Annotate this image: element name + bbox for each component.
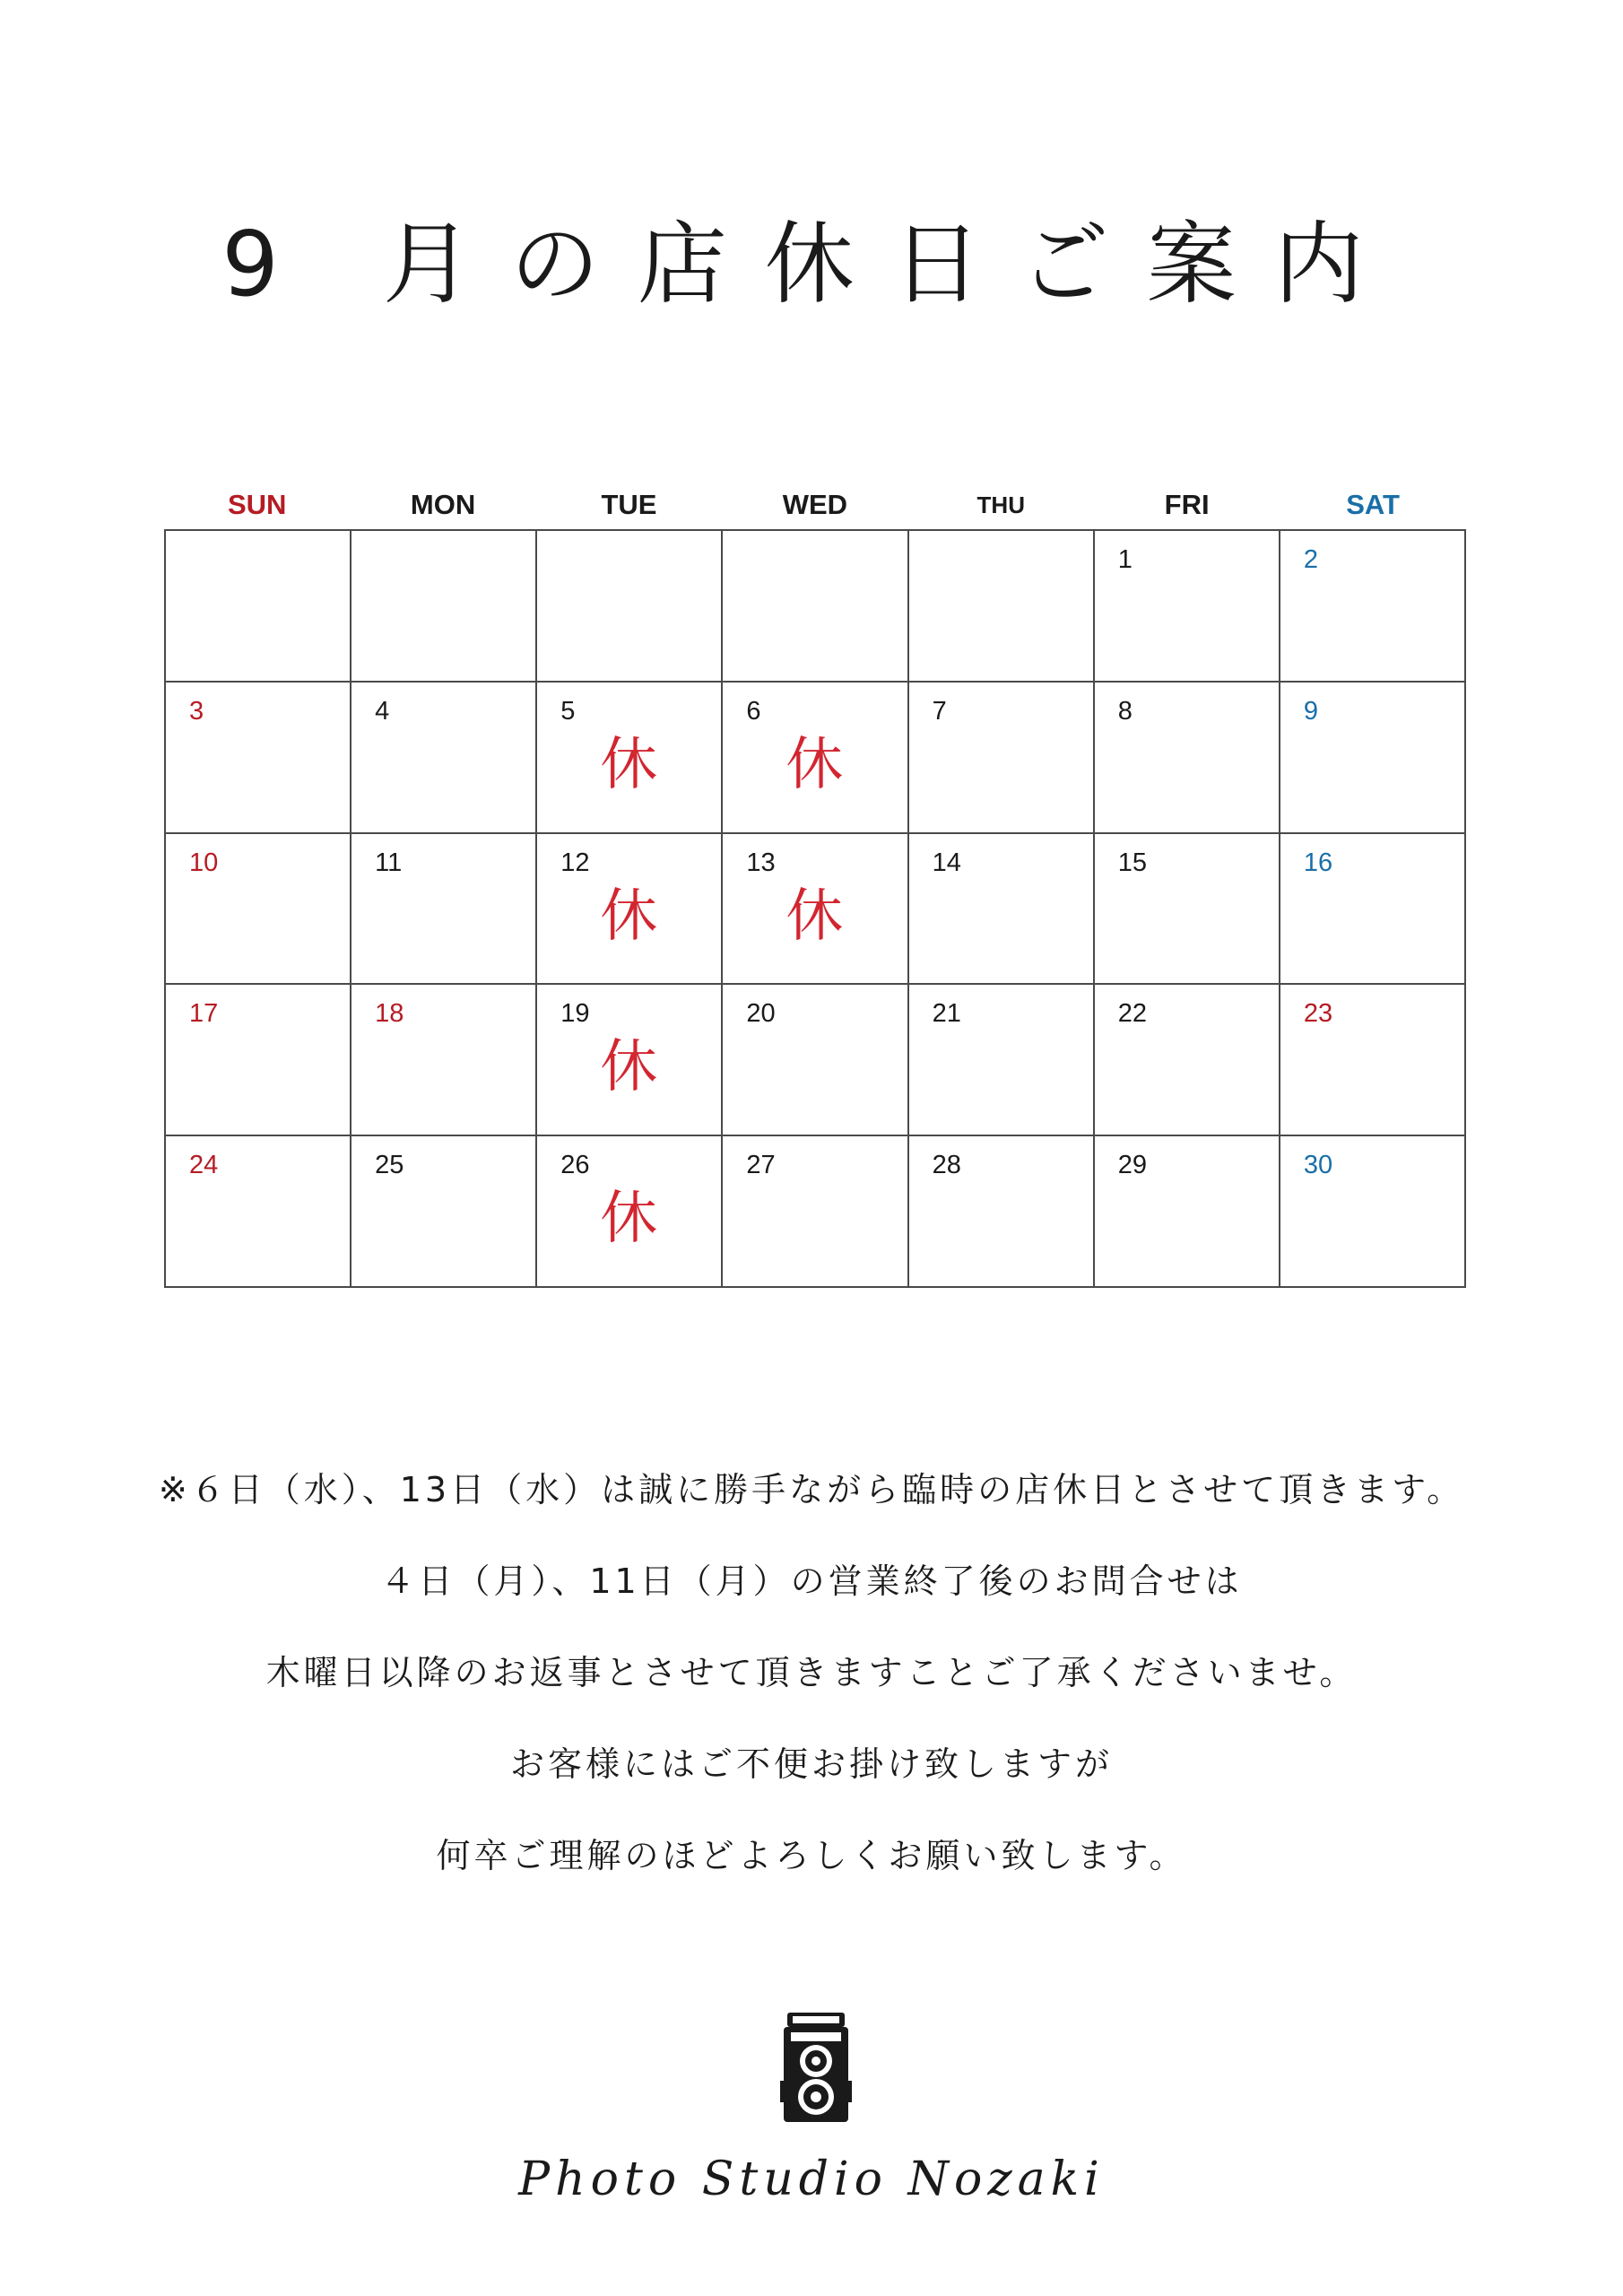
- day-number: 5: [560, 696, 576, 726]
- weekday-label: MON: [410, 489, 476, 520]
- notice-line: ※６日（水）、13日（水）は誠に勝手ながら臨時の店休日とさせて頂きます。: [158, 1470, 1465, 1509]
- calendar-cell: [1095, 985, 1280, 1136]
- calendar-cell: [537, 683, 723, 834]
- day-number: 25: [375, 1151, 404, 1180]
- day-number: 23: [1303, 999, 1333, 1029]
- calendar-cell: [723, 985, 908, 1136]
- weekday-label: THU: [976, 491, 1025, 518]
- calendar-cell: [352, 1136, 537, 1288]
- calendar-cell: [1095, 683, 1280, 834]
- holiday-mark: 休: [785, 883, 844, 950]
- holiday-mark: 休: [785, 731, 844, 798]
- day-number: 19: [560, 999, 590, 1029]
- calendar-cell: [166, 531, 352, 683]
- calendar-cell: [1095, 531, 1280, 683]
- day-number: 9: [1303, 696, 1318, 726]
- calendar-cell: [1280, 985, 1466, 1136]
- calendar-cell: [909, 834, 1095, 986]
- weekday-label: TUE: [601, 489, 657, 520]
- camera-icon: [780, 2009, 852, 2126]
- weekday-label: FRI: [1164, 489, 1210, 520]
- day-number: 18: [375, 999, 404, 1029]
- calendar-cell: [166, 834, 352, 986]
- calendar-cell: [1095, 1136, 1280, 1288]
- weekday-header: [164, 484, 1466, 526]
- day-number: 7: [932, 696, 947, 726]
- day-number: 21: [932, 999, 961, 1029]
- calendar-cell: [537, 1136, 723, 1288]
- calendar-cell: [723, 1136, 908, 1288]
- day-number: 30: [1303, 1151, 1333, 1180]
- calendar-cell: [1280, 531, 1466, 683]
- notice-line: 何卒ご理解のほどよろしくお願い致します。: [436, 1836, 1187, 1875]
- holiday-mark: 休: [600, 1186, 658, 1253]
- weekday-label: SAT: [1346, 489, 1400, 520]
- weekday-label: SUN: [227, 489, 287, 520]
- day-number: 28: [932, 1151, 961, 1180]
- day-number: 2: [1303, 545, 1318, 574]
- calendar-cell: [723, 683, 908, 834]
- day-number: 22: [1117, 999, 1147, 1029]
- day-number: 15: [1117, 848, 1147, 877]
- notice-line: 木曜日以降のお返事とさせて頂きますことご了承くださいませ。: [265, 1653, 1358, 1692]
- day-number: 6: [746, 696, 761, 726]
- calendar-cell: [352, 834, 537, 986]
- calendar-cell: [1095, 834, 1280, 986]
- calendar-cell: [1280, 834, 1466, 986]
- holiday-mark: 休: [600, 731, 658, 798]
- notice-line: お客様にはご不便お掛け致しますが: [509, 1744, 1113, 1784]
- day-number: 29: [1117, 1151, 1147, 1180]
- calendar-cell: [537, 834, 723, 986]
- day-number: 20: [746, 999, 776, 1029]
- day-number: 1: [1117, 545, 1133, 574]
- day-number: 17: [189, 999, 219, 1029]
- day-number: 8: [1117, 696, 1133, 726]
- calendar-cell: [723, 531, 908, 683]
- page-title: 9 月の店休日ご案内: [221, 212, 1402, 317]
- calendar-grid: [164, 529, 1466, 1288]
- weekday-label: WED: [782, 489, 848, 520]
- notice-text: [0, 1444, 1623, 1901]
- calendar-cell: [909, 985, 1095, 1136]
- calendar-cell: [352, 985, 537, 1136]
- calendar-cell: [537, 985, 723, 1136]
- day-number: 24: [189, 1151, 219, 1180]
- day-number: 14: [932, 848, 961, 877]
- day-number: 12: [560, 848, 590, 877]
- day-number: 4: [375, 696, 390, 726]
- calendar-cell: [909, 683, 1095, 834]
- day-number: 11: [375, 848, 403, 877]
- calendar-cell: [1280, 1136, 1466, 1288]
- calendar-cell: [352, 531, 537, 683]
- calendar-cell: [723, 834, 908, 986]
- calendar-cell: [909, 1136, 1095, 1288]
- holiday-mark: 休: [600, 1034, 658, 1101]
- day-number: 13: [746, 848, 776, 877]
- calendar-cell: [909, 531, 1095, 683]
- calendar-cell: [166, 1136, 352, 1288]
- day-number: 10: [189, 848, 219, 877]
- day-number: 16: [1303, 848, 1333, 877]
- day-number: 26: [560, 1151, 590, 1180]
- calendar-cell: [537, 531, 723, 683]
- day-number: 3: [189, 696, 204, 726]
- calendar-cell: [166, 683, 352, 834]
- holiday-mark: 休: [600, 883, 658, 950]
- day-number: 27: [746, 1151, 776, 1180]
- notice-line: ４日（月）、11日（月）の営業終了後のお問合せは: [380, 1561, 1243, 1601]
- brand-name: Photo Studio Nozaki: [518, 2152, 1105, 2206]
- calendar-cell: [1280, 683, 1466, 834]
- calendar-cell: [352, 683, 537, 834]
- calendar-cell: [166, 985, 352, 1136]
